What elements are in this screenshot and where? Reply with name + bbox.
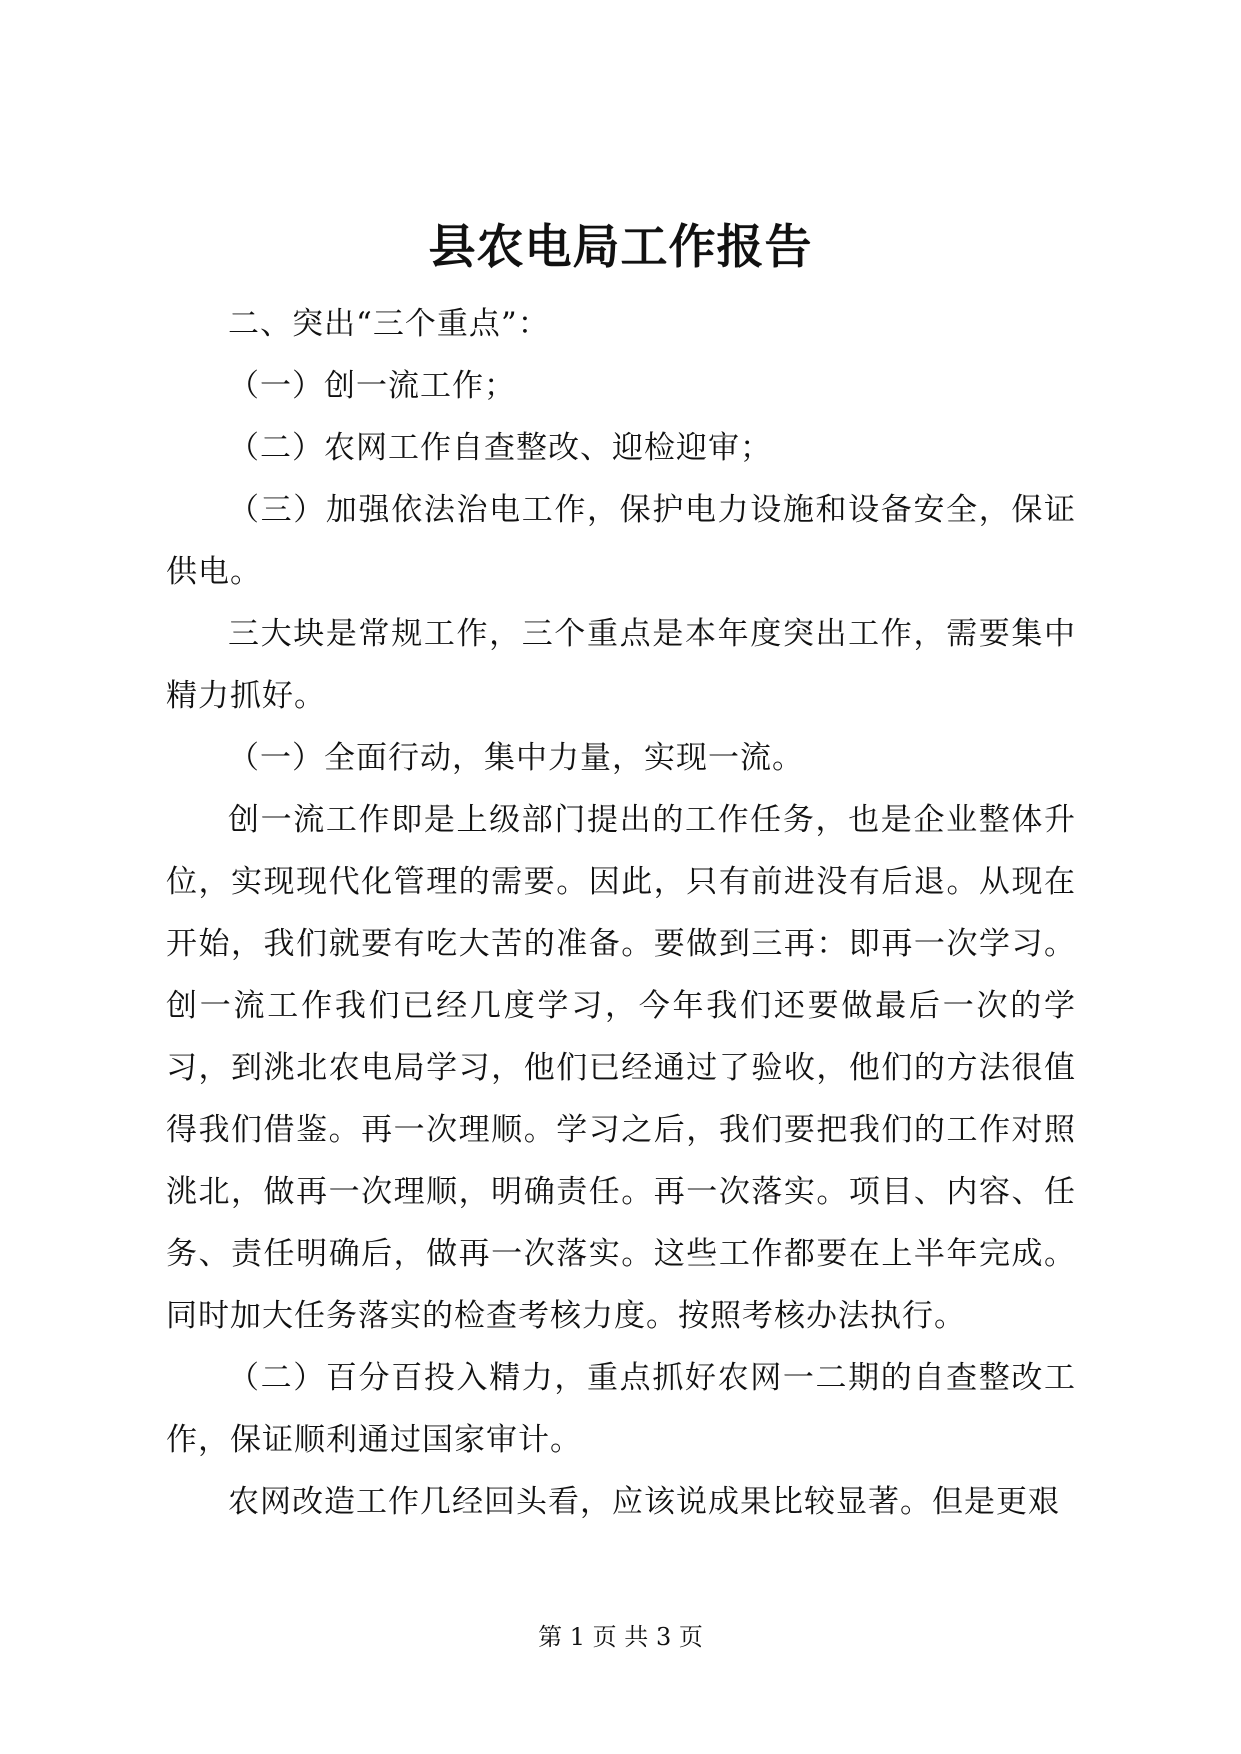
document-title: 县农电局工作报告 bbox=[428, 220, 813, 275]
paragraph: 三大块是常规工作，三个重点是本年度突出工作，需要集中精力抓好。 bbox=[166, 616, 1076, 714]
paragraph: （一）全面行动，集中力量，实现一流。 bbox=[228, 740, 804, 776]
paragraph: （三）加强依法治电工作，保护电力设施和设备安全，保证供电。 bbox=[166, 492, 1076, 590]
paragraph: 农网改造工作几经回头看，应该说成果比较显著。但是更艰 bbox=[228, 1484, 1060, 1520]
paragraph: （二）农网工作自查整改、迎检迎审； bbox=[228, 430, 772, 466]
paragraph: （二）百分百投入精力，重点抓好农网一二期的自查整改工作，保证顺利通过国家审计。 bbox=[166, 1360, 1076, 1458]
paragraph: 创一流工作即是上级部门提出的工作任务，也是企业整体升位，实现现代化管理的需要。因此，只有前进没有后退。从现在开始，我们就要有吃大苦的准备。要做到三再：即再一次学习。创一流工作我们已经几度学习，今年我们还要做最后一次的学习，到洮北农电局学习，他们已经通过了验收，他们的方法很值得我们借鉴。再一次理顺。学习之后，我们要把我们的工作对照洮北，做再一次理顺，明确责任。再一次落实。项目、内容、任务、责任明确后，做再一次落实。这些工作都要在上半年完成。同时加大任务落实的检查考核力度。按照考核办法执行。 bbox=[166, 802, 1076, 1334]
paragraph: 二、突出“三个重点”： bbox=[228, 306, 550, 342]
document-body bbox=[166, 293, 1076, 1533]
paragraph: （一）创一流工作； bbox=[228, 368, 516, 404]
page-footer: 第 1 页 共 3 页 bbox=[538, 1623, 703, 1651]
